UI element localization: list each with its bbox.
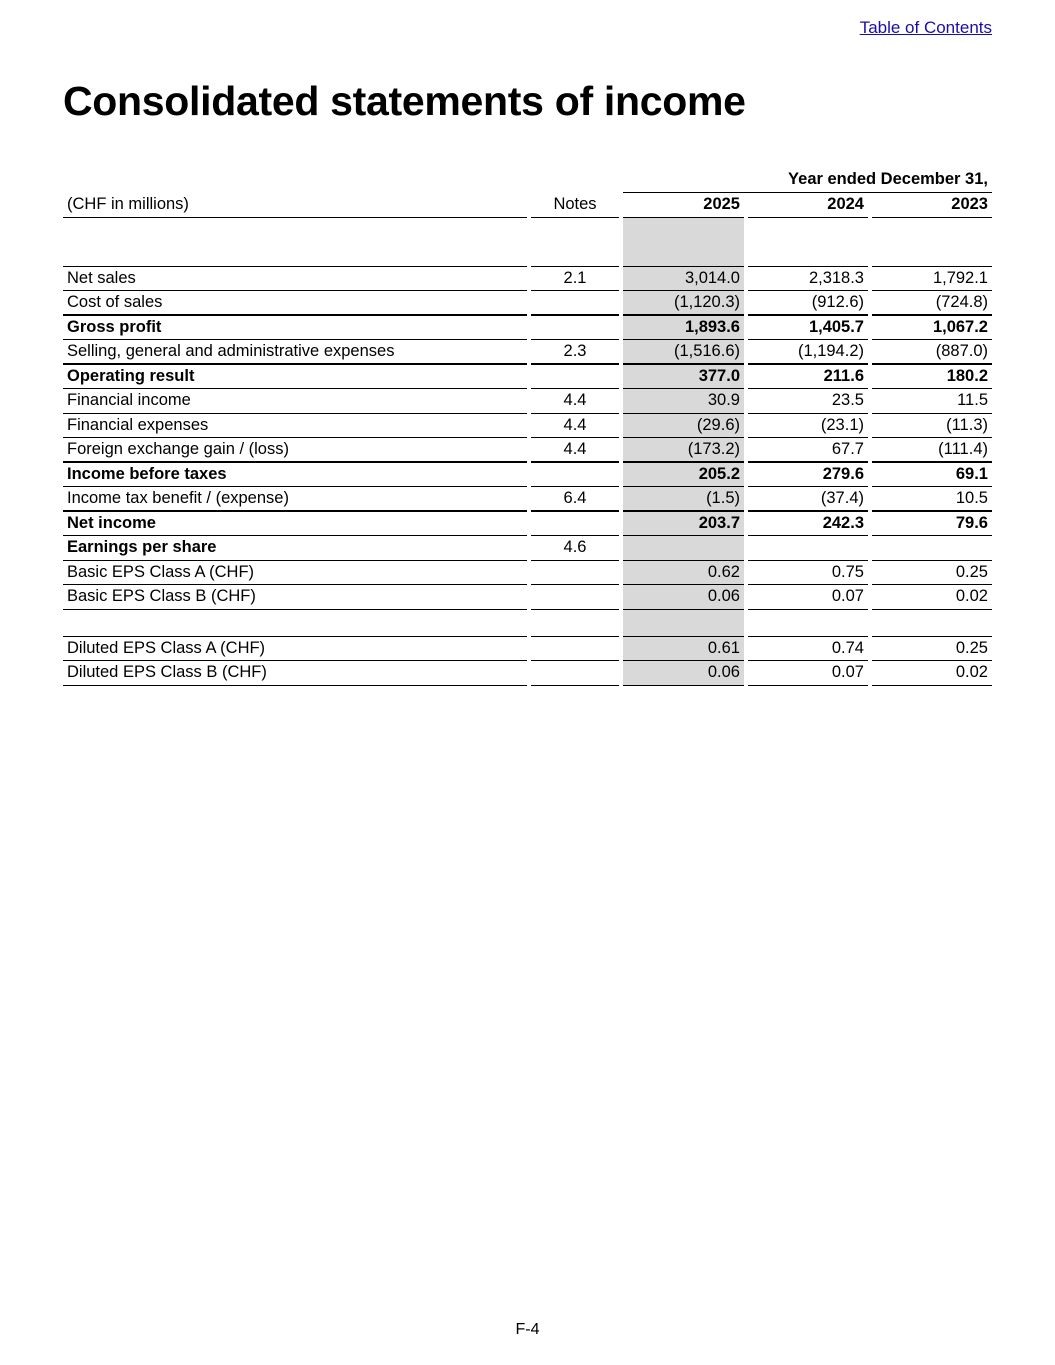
row-notes: 4.4 <box>531 414 619 439</box>
row-value-2023: 180.2 <box>872 365 992 390</box>
column-header-label: (CHF in millions) <box>63 193 527 218</box>
row-label: Basic EPS Class A (CHF) <box>63 561 527 586</box>
spacer-cell <box>872 218 992 267</box>
row-label: Income before taxes <box>63 463 527 488</box>
row-value-2025: 0.62 <box>623 561 744 586</box>
row-value-2024: 2,318.3 <box>748 267 868 292</box>
row-value-2024: 23.5 <box>748 389 868 414</box>
table-row <box>63 512 992 537</box>
row-value-2025: (173.2) <box>623 438 744 463</box>
row-value-2024: 279.6 <box>748 463 868 488</box>
column-header-2025: 2025 <box>623 193 744 218</box>
row-value-2025: (29.6) <box>623 414 744 439</box>
row-label: Earnings per share <box>63 536 527 561</box>
row-label: Selling, general and administrative expenses <box>63 340 527 365</box>
row-value-2024: 211.6 <box>748 365 868 390</box>
row-label: Financial income <box>63 389 527 414</box>
row-notes <box>531 291 619 316</box>
row-value-2024: 0.74 <box>748 637 868 662</box>
row-value-2023: 69.1 <box>872 463 992 488</box>
row-notes <box>531 561 619 586</box>
row-notes: 4.4 <box>531 389 619 414</box>
row-notes: 4.6 <box>531 536 619 561</box>
row-label: Cost of sales <box>63 291 527 316</box>
row-label: Operating result <box>63 365 527 390</box>
table-row <box>63 389 992 414</box>
row-label: Gross profit <box>63 316 527 341</box>
row-value-2025: 3,014.0 <box>623 267 744 292</box>
row-label: Financial expenses <box>63 414 527 439</box>
table-row <box>63 637 992 662</box>
column-header-notes: Notes <box>531 193 619 218</box>
row-value-2023: (724.8) <box>872 291 992 316</box>
row-notes: 2.3 <box>531 340 619 365</box>
spacer-cell <box>748 218 868 267</box>
row-value-2023 <box>872 536 992 561</box>
row-notes <box>531 365 619 390</box>
row-value-2023: 79.6 <box>872 512 992 537</box>
row-notes: 4.4 <box>531 438 619 463</box>
row-label: Basic EPS Class B (CHF) <box>63 585 527 610</box>
row-value-2024: 67.7 <box>748 438 868 463</box>
row-notes <box>531 512 619 537</box>
table-row <box>63 340 992 365</box>
row-value-2023: 0.02 <box>872 585 992 610</box>
row-value-2024: 0.75 <box>748 561 868 586</box>
spacer-row <box>63 610 992 637</box>
row-value-2025: 0.61 <box>623 637 744 662</box>
row-value-2025: 30.9 <box>623 389 744 414</box>
row-value-2024: 0.07 <box>748 661 868 686</box>
period-header-row <box>63 167 992 193</box>
column-header-2023: 2023 <box>872 193 992 218</box>
row-value-2025 <box>623 536 744 561</box>
spacer-cell <box>623 610 744 637</box>
row-value-2024: (23.1) <box>748 414 868 439</box>
row-notes: 6.4 <box>531 487 619 512</box>
spacer-cell <box>531 218 619 267</box>
row-value-2024: 1,405.7 <box>748 316 868 341</box>
row-value-2024: (912.6) <box>748 291 868 316</box>
spacer-cell <box>623 218 744 267</box>
spacer-cell <box>63 218 527 267</box>
table-row <box>63 291 992 316</box>
row-notes <box>531 463 619 488</box>
row-value-2023: 0.25 <box>872 561 992 586</box>
row-value-2025: (1,516.6) <box>623 340 744 365</box>
row-label: Income tax benefit / (expense) <box>63 487 527 512</box>
table-row <box>63 414 992 439</box>
row-value-2023: (11.3) <box>872 414 992 439</box>
row-notes: 2.1 <box>531 267 619 292</box>
table-of-contents-link[interactable]: Table of Contents <box>859 18 992 37</box>
row-value-2025: 1,893.6 <box>623 316 744 341</box>
spacer-cell <box>872 610 992 637</box>
row-value-2023: 11.5 <box>872 389 992 414</box>
row-label: Net income <box>63 512 527 537</box>
row-label: Foreign exchange gain / (loss) <box>63 438 527 463</box>
spacer-cell <box>748 610 868 637</box>
row-label: Diluted EPS Class B (CHF) <box>63 661 527 686</box>
table-row <box>63 536 992 561</box>
row-value-2025: 0.06 <box>623 661 744 686</box>
page-number: F-4 <box>515 1321 540 1338</box>
table-row <box>63 487 992 512</box>
table-row <box>63 561 992 586</box>
table-row <box>63 365 992 390</box>
table-row <box>63 585 992 610</box>
row-label: Diluted EPS Class A (CHF) <box>63 637 527 662</box>
row-notes <box>531 585 619 610</box>
row-value-2023: 0.25 <box>872 637 992 662</box>
table-row <box>63 438 992 463</box>
row-value-2024: 242.3 <box>748 512 868 537</box>
row-value-2025: (1,120.3) <box>623 291 744 316</box>
row-value-2024: (37.4) <box>748 487 868 512</box>
table-row <box>63 661 992 686</box>
period-header: Year ended December 31, <box>623 167 992 193</box>
spacer-cell <box>531 610 619 637</box>
column-header-2024: 2024 <box>748 193 868 218</box>
row-value-2024: 0.07 <box>748 585 868 610</box>
row-notes <box>531 661 619 686</box>
row-value-2023: 1,792.1 <box>872 267 992 292</box>
income-statement-table <box>63 167 992 686</box>
row-value-2023: 10.5 <box>872 487 992 512</box>
row-value-2023: 1,067.2 <box>872 316 992 341</box>
row-value-2025: (1.5) <box>623 487 744 512</box>
row-value-2023: 0.02 <box>872 661 992 686</box>
row-notes <box>531 316 619 341</box>
row-value-2025: 203.7 <box>623 512 744 537</box>
row-value-2025: 0.06 <box>623 585 744 610</box>
row-value-2024: (1,194.2) <box>748 340 868 365</box>
table-row <box>63 463 992 488</box>
table-row <box>63 267 992 292</box>
row-value-2023: (887.0) <box>872 340 992 365</box>
spacer-cell <box>63 610 527 637</box>
column-header-row <box>63 193 992 218</box>
row-value-2025: 377.0 <box>623 365 744 390</box>
row-value-2025: 205.2 <box>623 463 744 488</box>
page-title: Consolidated statements of income <box>63 78 746 124</box>
row-label: Net sales <box>63 267 527 292</box>
row-value-2024 <box>748 536 868 561</box>
table-row <box>63 316 992 341</box>
row-value-2023: (111.4) <box>872 438 992 463</box>
spacer-row <box>63 218 992 267</box>
row-notes <box>531 637 619 662</box>
